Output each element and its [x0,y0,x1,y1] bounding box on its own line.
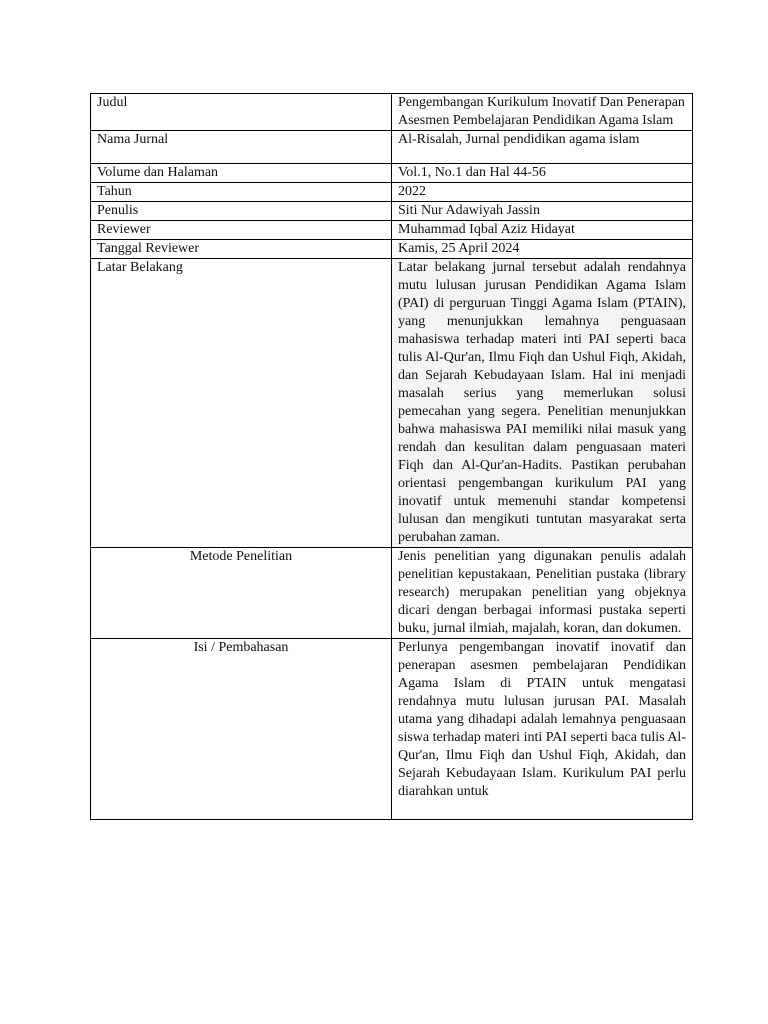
row-label-tanggal-reviewer: Tanggal Reviewer [91,240,392,259]
row-value-nama-jurnal: Al-Risalah, Jurnal pendidikan agama islam [392,131,693,164]
journal-review-table [90,93,693,820]
row-label-latar-belakang: Latar Belakang [91,259,392,548]
row-value-tanggal-reviewer: Kamis, 25 April 2024 [392,240,693,259]
row-value-latar-belakang: Latar belakang jurnal tersebut adalah rendahnya mutu lulusan jurusan Pendidikan Agama Islam (PAI) di perguruan Tinggi Agama Islam (PTAIN), yang menunjukkan lemahnya penguasaan mahasiswa terhadap materi inti PAI seperti baca tulis Al-Qur'an, Ilmu Fiqh dan Ushul Fiqh, Akidah, dan Sejarah Kebudayaan Islam. Hal ini menjadi masalah serius yang memerlukan solusi pemecahan yang segera. Penelitian menunjukkan bahwa mahasiswa PAI memiliki nilai masuk yang rendah dan kesulitan dalam penguasaan materi Fiqh dan Al-Qur'an-Hadits. Pastikan perubahan orientasi pengembangan kurikulum PAI yang inovatif untuk memenuhi standar kompetensi lulusan dan mengikuti tuntutan masyarakat serta perubahan zaman. [392,259,693,548]
row-value-penulis: Siti Nur Adawiyah Jassin [392,202,693,221]
table-row [91,548,693,639]
table-row [91,639,693,820]
row-label-volume: Volume dan Halaman [91,164,392,183]
row-value-isi-pembahasan-cell [392,639,693,820]
row-value-tahun: 2022 [392,183,693,202]
row-label-judul: Judul [91,94,392,131]
row-label-tahun: Tahun [91,183,392,202]
table-row [91,131,693,164]
table-row [91,183,693,202]
row-label-reviewer: Reviewer [91,221,392,240]
row-label-metode-penelitian: Metode Penelitian [91,548,392,639]
table-row [91,202,693,221]
table-row [91,94,693,131]
table-row [91,259,693,548]
row-value-metode-penelitian: Jenis penelitian yang digunakan penulis adalah penelitian kepustakaan, Penelitian pustaka (library research) merupakan penelitian yang objeknya dicari dengan berbagai informasi pustaka seperti buku, jurnal ilmiah, majalah, koran, dan dokumen. [392,548,693,639]
row-value-reviewer: Muhammad Iqbal Aziz Hidayat [392,221,693,240]
table-row [91,240,693,259]
row-label-isi-pembahasan: Isi / Pembahasan [91,639,392,820]
row-value-volume: Vol.1, No.1 dan Hal 44-56 [392,164,693,183]
row-label-nama-jurnal: Nama Jurnal [91,131,392,164]
table-row [91,164,693,183]
row-value-judul: Pengembangan Kurikulum Inovatif Dan Penerapan Asesmen Pembelajaran Pendidikan Agama Islam [392,94,693,131]
row-value-isi-pembahasan: Perlunya pengembangan inovatif inovatif dan penerapan asesmen pembelajaran Pendidikan Agama Islam di PTAIN untuk mengatasi rendahnya mutu lulusan jurusan PAI. Masalah utama yang dihadapi adalah lemahnya penguasaan siswa terhadap materi inti PAI seperti baca tulis Al-Qur'an, Ilmu Fiqh dan Ushul Fiqh, Akidah, dan Sejarah Kebudayaan Islam. Kurikulum PAI perlu diarahkan untuk [398,640,686,799]
table-row [91,221,693,240]
row-label-penulis: Penulis [91,202,392,221]
